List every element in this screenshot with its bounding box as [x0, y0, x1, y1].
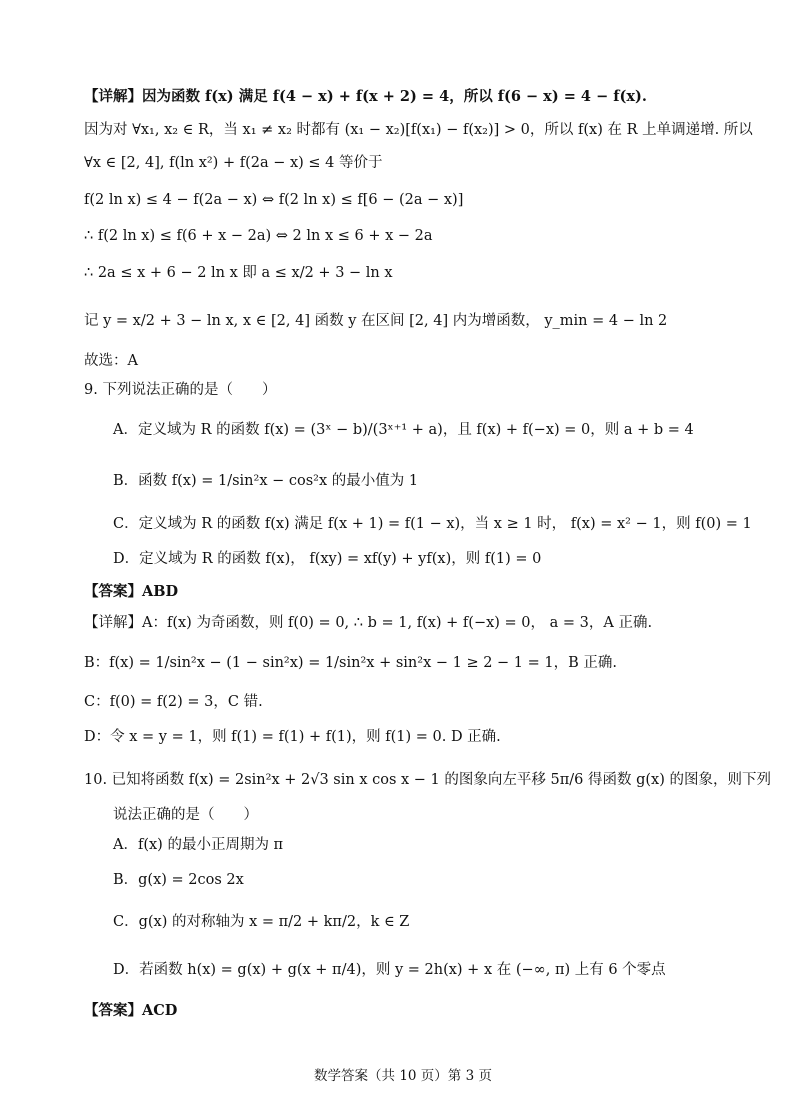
question-10-option-b: B．g(x) = 2cos 2x: [113, 872, 244, 888]
question-10-stem: 10. 已知将函数 f(x) = 2sin²x + 2√3 sin x cos x − 1 的图象向左平移 5π/6 得函数 g(x) 的图象，则下列: [84, 772, 771, 788]
question-10-stem-continued: 说法正确的是（ ）: [113, 807, 258, 823]
detail-line-5: ∴ f(2 ln x) ≤ f(6 + x − 2a) ⇔ 2 ln x ≤ 6 + x − 2a: [84, 228, 433, 244]
detail-line-1: 【详解】因为函数 f(x) 满足 f(4 − x) + f(x + 2) = 4，所以 f(6 − x) = 4 − f(x).: [84, 88, 647, 105]
question-10-option-d: D．若函数 h(x) = g(x) + g(x + π/4)，则 y = 2h(x) + x 在 (−∞, π) 上有 6 个零点: [113, 962, 666, 978]
question-9-option-b: B．函数 f(x) = 1/sin²x − cos²x 的最小值为 1: [113, 473, 419, 489]
detail-line-3: ∀x ∈ [2, 4], f(ln x²) + f(2a − x) ≤ 4 等价于: [84, 155, 383, 171]
question-9-option-a: A．定义域为 R 的函数 f(x) = (3ˣ − b)/(3ˣ⁺¹ + a)，且 f(x) + f(−x) = 0，则 a + b = 4: [113, 422, 694, 438]
question-10-option-a: A．f(x) 的最小正周期为 π: [113, 837, 284, 853]
question-9-detail-a: 【详解】A：f(x) 为奇函数，则 f(0) = 0, ∴ b = 1, f(x) + f(−x) = 0， a = 3，A 正确.: [84, 615, 653, 631]
question-9-option-c: C．定义域为 R 的函数 f(x) 满足 f(x + 1) = f(1 − x)，当 x ≥ 1 时， f(x) = x² − 1，则 f(0) = 1: [113, 516, 752, 532]
question-9-stem: 9. 下列说法正确的是（ ）: [84, 382, 277, 398]
page-footer: 数学答案（共 10 页）第 3 页: [314, 1068, 492, 1084]
question-9-option-d: D．定义域为 R 的函数 f(x)， f(xy) = xf(y) + yf(x)，则 f(1) = 0: [113, 551, 542, 567]
detail-line-6: ∴ 2a ≤ x + 6 − 2 ln x 即 a ≤ x/2 + 3 − ln x: [84, 265, 393, 281]
answer-choice-8: 故选：A: [84, 353, 138, 369]
question-9-detail-b: B：f(x) = 1/sin²x − (1 − sin²x) = 1/sin²x + sin²x − 1 ≥ 2 − 1 = 1，B 正确.: [84, 655, 617, 671]
detail-line-4: f(2 ln x) ≤ 4 − f(2a − x) ⇔ f(2 ln x) ≤ f[6 − (2a − x)]: [84, 192, 464, 208]
question-9-detail-c: C：f(0) = f(2) = 3，C 错.: [84, 694, 263, 710]
question-9-answer: 【答案】ABD: [84, 583, 179, 600]
question-9-detail-d: D：令 x = y = 1，则 f(1) = f(1) + f(1)，则 f(1) = 0. D 正确.: [84, 729, 501, 745]
detail-line-2: 因为对 ∀x₁, x₂ ∈ R，当 x₁ ≠ x₂ 时都有 (x₁ − x₂)[f(x₁) − f(x₂)] > 0，所以 f(x) 在 R 上单调递增. 所以: [84, 122, 753, 138]
question-10-answer: 【答案】ACD: [84, 1002, 178, 1019]
question-10-option-c: C．g(x) 的对称轴为 x = π/2 + kπ/2，k ∈ Z: [113, 914, 410, 930]
detail-line-7: 记 y = x/2 + 3 − ln x, x ∈ [2, 4] 函数 y 在区间 [2, 4] 内为增函数， y_min = 4 − ln 2: [84, 313, 668, 329]
